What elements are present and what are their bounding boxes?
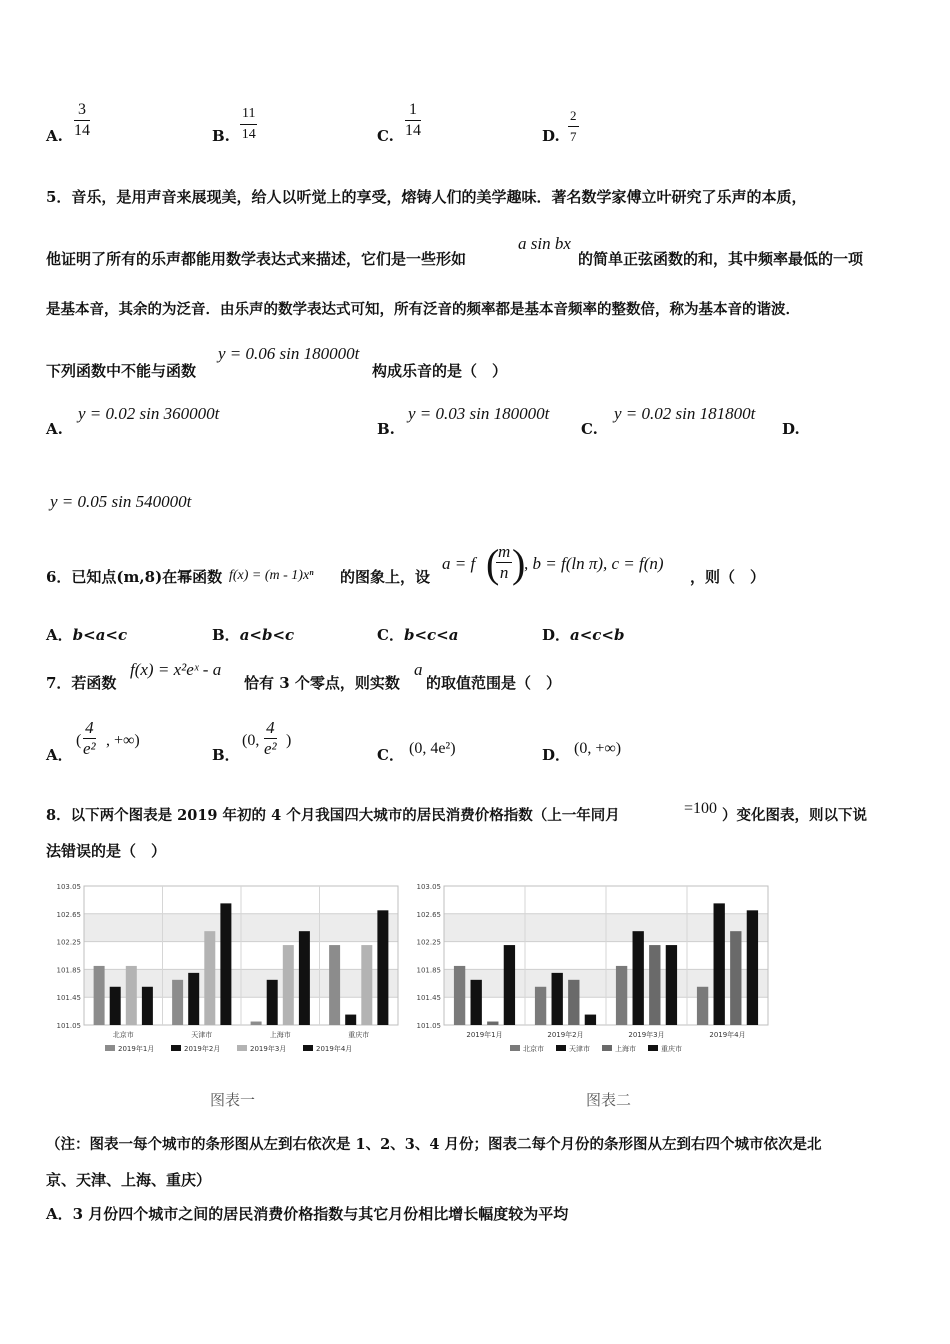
y-tick-label: 103.05 <box>56 883 81 891</box>
y-tick-label: 101.05 <box>56 1022 81 1030</box>
bar <box>283 945 294 1025</box>
legend-swatch <box>648 1045 658 1051</box>
legend-swatch <box>105 1045 115 1051</box>
y-tick-label: 101.85 <box>416 966 441 975</box>
x-tick-label: 重庆市 <box>348 1031 370 1039</box>
bar <box>188 973 199 1025</box>
legend-label: 重庆市 <box>661 1045 682 1053</box>
bar <box>329 945 340 1025</box>
bar <box>142 987 153 1025</box>
x-tick-label: 2019年3月 <box>628 1031 665 1039</box>
bar <box>714 903 725 1025</box>
legend-swatch <box>602 1045 612 1051</box>
bar <box>94 966 105 1025</box>
bar <box>535 987 546 1025</box>
bar <box>568 980 579 1025</box>
x-tick-label: 2019年1月 <box>466 1031 503 1039</box>
q5-line2: 他证明了所有的乐声都能用数学表达式来描述，它们是一些形如 a sin bx 的简单正弦函数的和，其中频率最低的一项 <box>46 234 864 268</box>
q5-line3: 是基本音，其余的为泛音．由乐声的数学表达式可知，所有泛音的频率都是基本音频率的整数倍，称为基本音的谐波． <box>46 301 800 318</box>
y-tick-label: 101.45 <box>416 994 441 1003</box>
bar <box>649 945 660 1025</box>
q8-note-line1: （注：图表一每个城市的条形图从左到右依次是 1、2、3、4 月份；图表二每个月份的条形图从左到右四个城市依次是北 <box>46 1136 822 1153</box>
y-tick-label: 103.05 <box>416 883 441 891</box>
q7-stem: 7．若函数 f(x) = x²eˣ - a 恰有 3 个零点，则实数 a 的取值范围是（ ） <box>46 660 562 692</box>
legend-label: 2019年1月 <box>118 1045 155 1053</box>
bar <box>487 1022 498 1025</box>
q7-options: A． ( $\frac{4}{\text{e²}}$ , +∞) B． (0, $\frac{4}{\text{e²}}$ ) C． (0, 4e²) D． (0, +∞) <box>46 718 622 764</box>
chart-1 <box>54 880 400 1064</box>
bar <box>345 1015 356 1025</box>
x-tick-label: 上海市 <box>269 1031 291 1039</box>
chart-2 <box>414 880 770 1064</box>
y-tick-label: 101.05 <box>416 1022 441 1030</box>
legend-label: 2019年3月 <box>250 1045 287 1053</box>
bar <box>552 973 563 1025</box>
q5-line4: 下列函数中不能与函数 y = 0.06 sin 180000t 构成乐音的是（ ） <box>46 344 508 380</box>
q4-options: A. $\frac{3}{14}$ B. $\frac{11}{14}$ C. $\frac{1}{14}$ D. $\frac{2}{7}$ <box>46 101 577 145</box>
x-tick-label: 2019年4月 <box>709 1031 746 1039</box>
y-tick-label: 101.45 <box>56 994 81 1003</box>
q5-line1: 5．音乐，是用声音来展现美，给人以听觉上的享受，熔铸人们的美学趣味．著名数学家傅立叶研究了乐声的本质， <box>46 188 807 206</box>
bar <box>204 931 215 1025</box>
chart-1-caption: 图表一 <box>210 1091 256 1109</box>
legend-label: 上海市 <box>615 1045 636 1053</box>
bar <box>454 966 465 1025</box>
bar <box>361 945 372 1025</box>
bar <box>267 980 278 1025</box>
legend-swatch <box>303 1045 313 1051</box>
bar <box>697 987 708 1025</box>
bar <box>616 966 627 1025</box>
legend-swatch <box>237 1045 247 1051</box>
chart-2-caption: 图表二 <box>586 1091 632 1109</box>
bar <box>471 980 482 1025</box>
y-tick-label: 102.65 <box>416 910 441 919</box>
y-tick-label: 102.25 <box>56 938 81 947</box>
bar <box>747 910 758 1025</box>
bar <box>666 945 677 1025</box>
q8-note-line2: 京、天津、上海、重庆） <box>46 1171 212 1189</box>
x-tick-label: 2019年2月 <box>547 1031 584 1039</box>
bar <box>172 980 183 1025</box>
x-tick-label: 天津市 <box>191 1031 213 1039</box>
legend-label: 2019年4月 <box>316 1045 353 1053</box>
legend-label: 北京市 <box>523 1045 544 1053</box>
legend-swatch <box>510 1045 520 1051</box>
bar <box>377 910 388 1025</box>
q5-options: A. y = 0.02 sin 360000t B. y = 0.03 sin 180000t C. y = 0.02 sin 181800t D. <box>46 404 800 438</box>
q8-option-a: A．3 月份四个城市之间的居民消费价格指数与其它月份相比增长幅度较为平均 <box>46 1205 569 1223</box>
bar <box>126 966 137 1025</box>
bar <box>251 1022 262 1025</box>
legend-swatch <box>556 1045 566 1051</box>
y-tick-label: 102.65 <box>56 910 81 919</box>
bar <box>220 903 231 1025</box>
bar <box>730 931 741 1025</box>
bar <box>299 931 310 1025</box>
bar <box>110 987 121 1025</box>
bar <box>633 931 644 1025</box>
x-tick-label: 北京市 <box>112 1031 134 1039</box>
bar <box>585 1015 596 1025</box>
legend-label: 2019年2月 <box>184 1045 221 1053</box>
legend-label: 天津市 <box>569 1045 590 1053</box>
q5-option-d-expr: y = 0.05 sin 540000t <box>50 492 192 511</box>
y-tick-label: 101.85 <box>56 966 81 975</box>
q6-options: A．b<a<c B．a<b<c C．b<c<a D．a<c<b <box>46 626 625 644</box>
legend-swatch <box>171 1045 181 1051</box>
bar <box>504 945 515 1025</box>
q6-stem: 6．已知点(m,8)在幂函数 f(x) = (m - 1)xⁿ 的图象上，设 a = f ( $\frac{m}{n}$ ) , b = f(ln π), c = f(n) ，则（ ） <box>46 541 766 586</box>
y-tick-label: 102.25 <box>416 938 441 947</box>
q8-stem: 8．以下两个图表是 2019 年初的 4 个月我国四大城市的居民消费价格指数（上一年同月 =100 ）变化图表，则以下说 <box>46 800 867 824</box>
q8-line2: 法错误的是（ ） <box>46 842 167 860</box>
